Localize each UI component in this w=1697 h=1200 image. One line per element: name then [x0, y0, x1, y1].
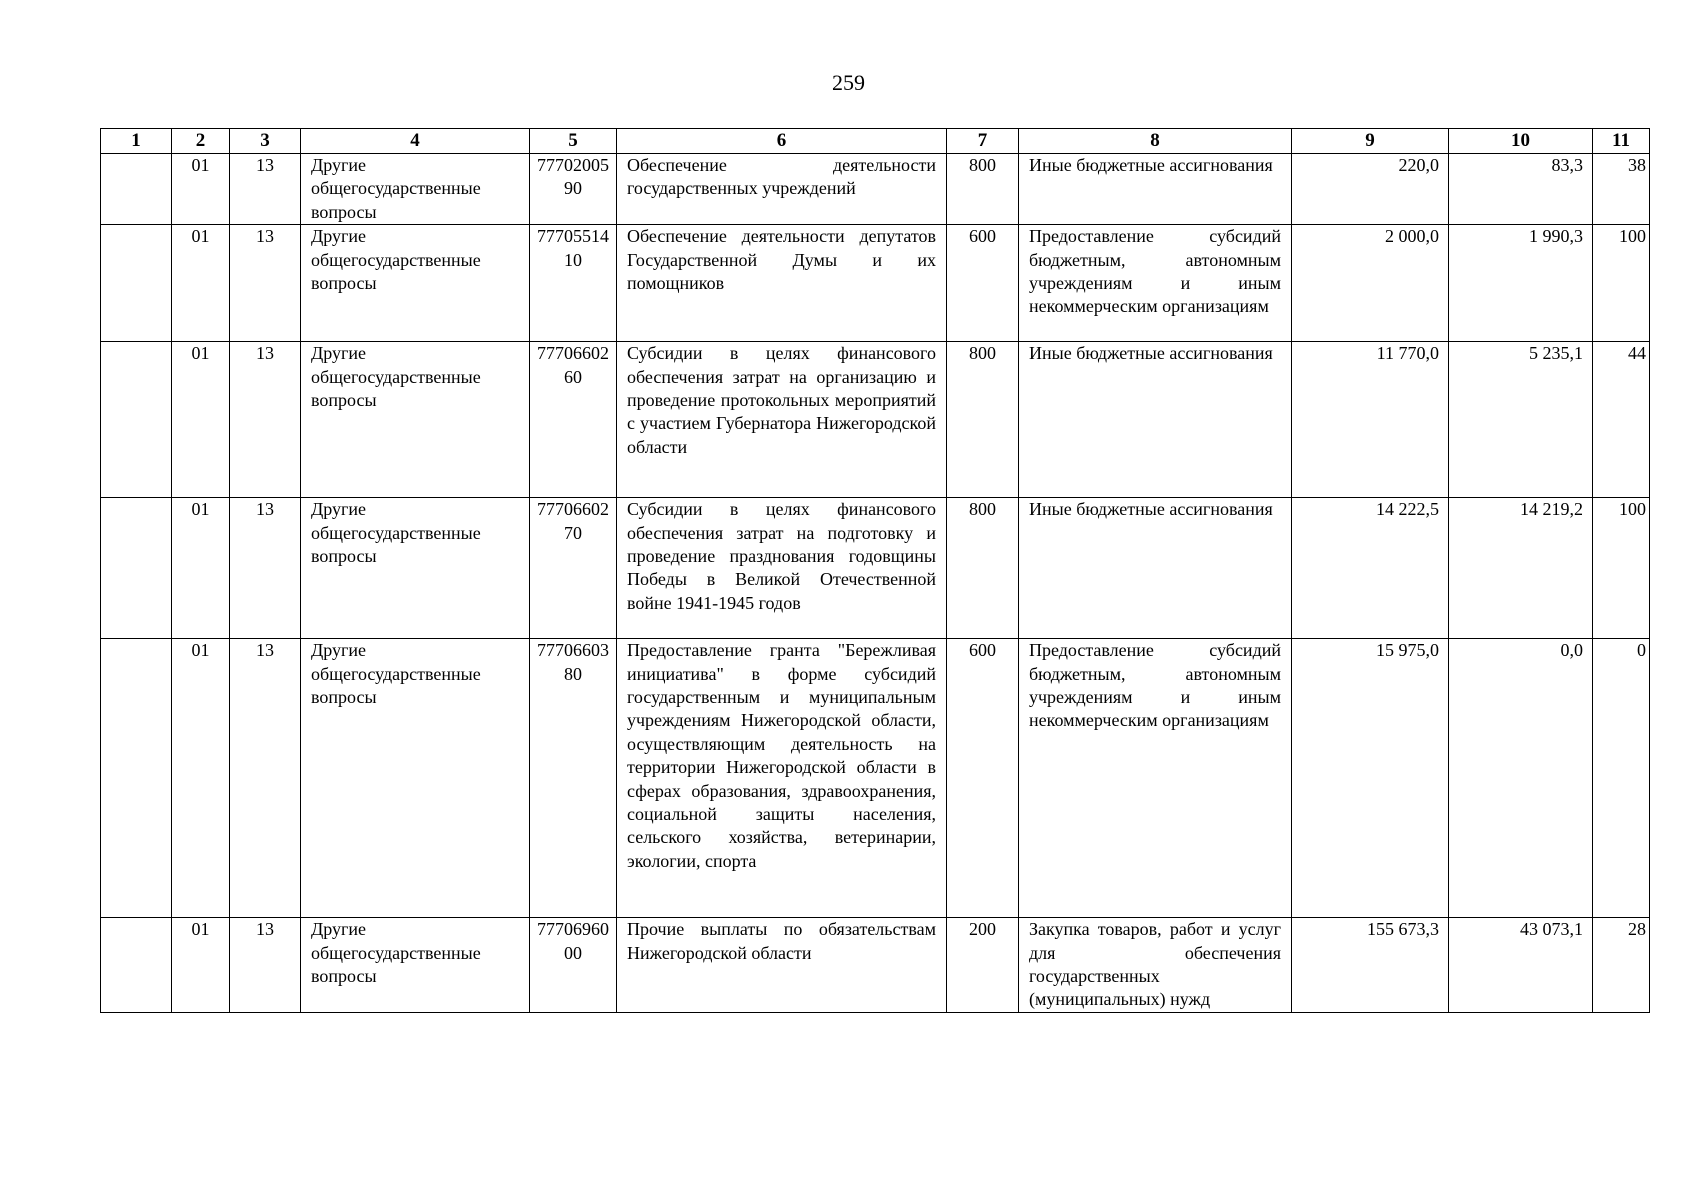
cell-plan: 14 222,5	[1292, 498, 1449, 639]
table-row	[101, 639, 1650, 918]
column-header-8: 8	[1019, 129, 1292, 154]
cell-percent: 100	[1593, 225, 1650, 342]
cell-section: 01	[172, 225, 230, 342]
cell-expense-type-name: Предоставление субсидий бюджетным, автономным учреждениям и иным некоммерческим организациям	[1019, 225, 1292, 342]
cell-percent: 38	[1593, 154, 1650, 225]
cell-subsection-name: Другие общегосударственные вопросы	[301, 639, 530, 918]
budget-table	[100, 128, 1650, 1013]
cell-plan: 2 000,0	[1292, 225, 1449, 342]
cell-col1	[101, 154, 172, 225]
cell-target-name: Прочие выплаты по обязательствам Нижегородской области	[617, 918, 947, 1013]
cell-percent: 0	[1593, 639, 1650, 918]
column-header-10: 10	[1449, 129, 1593, 154]
cell-expense-type: 600	[947, 225, 1019, 342]
cell-subsection: 13	[230, 639, 301, 918]
cell-expense-type: 800	[947, 342, 1019, 498]
cell-target-code: 7770660260	[530, 342, 617, 498]
cell-expense-type-name: Иные бюджетные ассигнования	[1019, 342, 1292, 498]
cell-section: 01	[172, 154, 230, 225]
column-header-5: 5	[530, 129, 617, 154]
table-row	[101, 154, 1650, 225]
header-row	[101, 129, 1650, 154]
cell-target-name: Предоставление гранта "Бережливая инициатива" в форме субсидий государственным и муниципальным учреждениям Нижегородской области, осуществляющим деятельность на территории Нижегородской области в сферах образования, здравоохранения, социальной защиты населения, сельского хозяйства, ветеринарии, экологии, спорта	[617, 639, 947, 918]
cell-expense-type: 600	[947, 639, 1019, 918]
table-row	[101, 342, 1650, 498]
cell-actual: 83,3	[1449, 154, 1593, 225]
cell-target-name: Субсидии в целях финансового обеспечения затрат на организацию и проведение протокольных мероприятий с участием Губернатора Нижегородской области	[617, 342, 947, 498]
cell-col1	[101, 498, 172, 639]
cell-section: 01	[172, 342, 230, 498]
column-header-11: 11	[1593, 129, 1650, 154]
cell-col1	[101, 918, 172, 1013]
cell-target-name: Обеспечение деятельности депутатов Государственной Думы и их помощников	[617, 225, 947, 342]
cell-subsection: 13	[230, 154, 301, 225]
cell-subsection: 13	[230, 498, 301, 639]
cell-target-code: 7770660270	[530, 498, 617, 639]
cell-actual: 0,0	[1449, 639, 1593, 918]
cell-section: 01	[172, 639, 230, 918]
column-header-9: 9	[1292, 129, 1449, 154]
cell-percent: 44	[1593, 342, 1650, 498]
table-row	[101, 498, 1650, 639]
column-header-7: 7	[947, 129, 1019, 154]
cell-col1	[101, 225, 172, 342]
cell-plan: 220,0	[1292, 154, 1449, 225]
page-number: 259	[832, 70, 865, 95]
cell-plan: 155 673,3	[1292, 918, 1449, 1013]
table-row	[101, 225, 1650, 342]
cell-actual: 5 235,1	[1449, 342, 1593, 498]
cell-target-code: 7770696000	[530, 918, 617, 1013]
column-header-4: 4	[301, 129, 530, 154]
cell-expense-type-name: Предоставление субсидий бюджетным, автономным учреждениям и иным некоммерческим организациям	[1019, 639, 1292, 918]
cell-target-code: 7770200590	[530, 154, 617, 225]
cell-plan: 11 770,0	[1292, 342, 1449, 498]
cell-subsection-name: Другие общегосударственные вопросы	[301, 225, 530, 342]
cell-subsection: 13	[230, 225, 301, 342]
cell-actual: 1 990,3	[1449, 225, 1593, 342]
cell-percent: 28	[1593, 918, 1650, 1013]
cell-subsection-name: Другие общегосударственные вопросы	[301, 918, 530, 1013]
cell-plan: 15 975,0	[1292, 639, 1449, 918]
cell-expense-type: 800	[947, 154, 1019, 225]
cell-expense-type-name: Закупка товаров, работ и услуг для обеспечения государственных (муниципальных) нужд	[1019, 918, 1292, 1013]
column-header-6: 6	[617, 129, 947, 154]
column-header-1: 1	[101, 129, 172, 154]
cell-percent: 100	[1593, 498, 1650, 639]
cell-expense-type: 800	[947, 498, 1019, 639]
cell-target-name: Субсидии в целях финансового обеспечения затрат на подготовку и проведение празднования годовщины Победы в Великой Отечественной войне 1941-1945 годов	[617, 498, 947, 639]
cell-target-code: 7770660380	[530, 639, 617, 918]
cell-expense-type: 200	[947, 918, 1019, 1013]
cell-subsection-name: Другие общегосударственные вопросы	[301, 342, 530, 498]
cell-expense-type-name: Иные бюджетные ассигнования	[1019, 154, 1292, 225]
cell-section: 01	[172, 918, 230, 1013]
cell-target-name: Обеспечение деятельности государственных учреждений	[617, 154, 947, 225]
cell-section: 01	[172, 498, 230, 639]
cell-target-code: 7770551410	[530, 225, 617, 342]
cell-col1	[101, 342, 172, 498]
cell-actual: 14 219,2	[1449, 498, 1593, 639]
cell-actual: 43 073,1	[1449, 918, 1593, 1013]
cell-col1	[101, 639, 172, 918]
cell-subsection-name: Другие общегосударственные вопросы	[301, 498, 530, 639]
cell-expense-type-name: Иные бюджетные ассигнования	[1019, 498, 1292, 639]
column-header-2: 2	[172, 129, 230, 154]
cell-subsection: 13	[230, 918, 301, 1013]
column-header-3: 3	[230, 129, 301, 154]
cell-subsection-name: Другие общегосударственные вопросы	[301, 154, 530, 225]
cell-subsection: 13	[230, 342, 301, 498]
table-row	[101, 918, 1650, 1013]
